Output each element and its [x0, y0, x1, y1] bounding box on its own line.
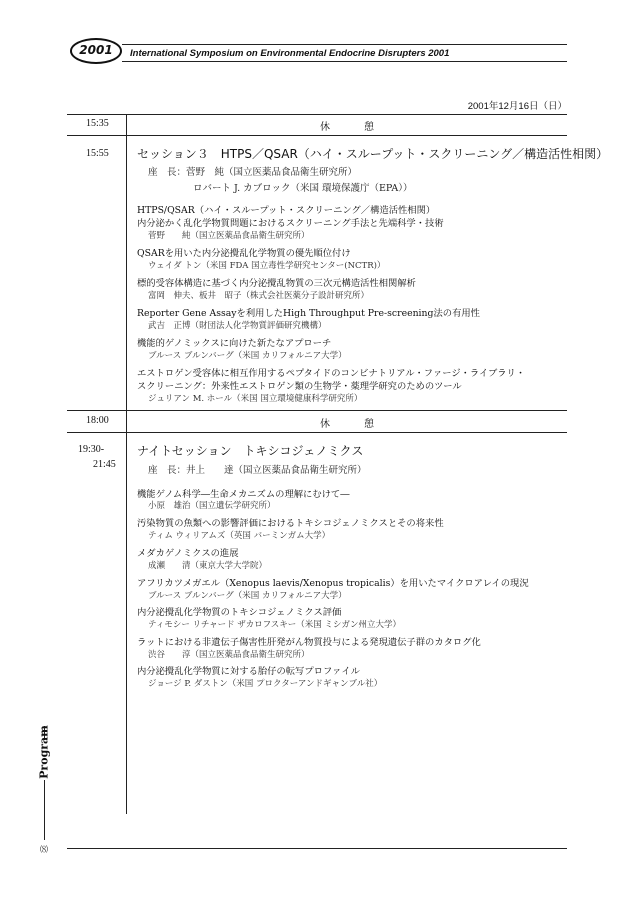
talk-author: 富岡 伸夫、板井 昭子（株式会社医薬分子設計研究所） [148, 291, 370, 301]
talk-author: ウェイダ トン（米国 FDA 国立毒性学研究センター(NCTR)） [148, 261, 386, 271]
night-time-end: 21:45 [93, 459, 116, 470]
talk-title: 内分泌攪乱化学物質のトキシコジェノミクス評価 [137, 607, 342, 618]
break1-label: 休 憩 [320, 122, 386, 133]
talk-title: メダカゲノミクスの進展 [137, 548, 239, 559]
symposium-logo [70, 38, 122, 64]
talk-title: Reporter Gene Assayを利用したHigh Throughput Pre-screening法の有用性 [137, 308, 480, 319]
talk-title: HTPS/QSAR（ハイ・スループット・スクリーニング／構造活性相関） [137, 205, 436, 216]
talk-author: 渋谷 淳（国立医薬品食品衛生研究所） [148, 650, 310, 660]
talk-author: 成瀬 清（東京大学大学院） [148, 561, 268, 571]
session3-cochair: ロバート J. カブロック（米国 環境保護庁（EPA）） [193, 183, 413, 194]
footer-rule [67, 848, 567, 849]
talk-author: 菅野 純（国立医薬品食品衛生研究所） [148, 231, 310, 241]
header-title: International Symposium on Environmental Endocrine Disrupters 2001 [130, 48, 450, 59]
table-rule-break2-bottom [67, 432, 567, 433]
logo-year: 2001 [79, 43, 113, 57]
talk-title: エストロゲン受容体に相互作用するペプタイドのコンビナトリアル・ファージ・ライブラリ・ [137, 368, 526, 379]
break1-time: 15:35 [86, 118, 109, 129]
night-time-start: 19:30- [78, 444, 105, 455]
talk-title-continued: スクリーニング：外来性エストロゲン類の生物学・薬理学研究のためのツール [137, 381, 462, 392]
table-rule-top [67, 114, 567, 115]
talk-author: 小原 雄治（国立遺伝学研究所） [148, 501, 276, 511]
session3-title: セッション３ HTPS／QSAR（ハイ・スループット・スクリーニング／構造活性相関） [137, 147, 609, 161]
talk-author: ブルース ブルンバーグ（米国 カリフォルニア大学） [148, 591, 347, 601]
talk-author: ティム ウィリアムズ（英国 バーミンガム大学） [148, 531, 331, 541]
talk-title: 標的受容体構造に基づく内分泌攪乱物質の三次元構造活性相関解析 [137, 278, 416, 289]
talk-title: 機能ゲノム科学―生命メカニズムの理解にむけて― [137, 489, 350, 500]
talk-title: アフリカツメガエル（Xenopus laevis/Xenopus tropicalis）を用いたマイクロアレイの現況 [137, 578, 529, 589]
break2-label: 休 憩 [320, 419, 386, 430]
table-rule-break2-top [67, 410, 567, 411]
session3-time: 15:55 [86, 148, 109, 159]
talk-author: 武吉 正博（財団法人化学物質評価研究機構） [148, 321, 327, 331]
header-rule-bottom [122, 61, 567, 62]
session3-chair: 座 長：菅野 純（国立医薬品食品衛生研究所） [148, 167, 358, 178]
talk-author: ジュリアン M. ホール（米国 国立環境健康科学研究所） [148, 394, 363, 404]
talk-author: ジョージ P. ダストン（米国 プロクターアンドギャンブル社） [148, 679, 383, 689]
night-session-title: ナイトセッション トキシコジェノミクス [137, 444, 364, 458]
talk-author: ティモシー リチャード ザカロフスキー（米国 ミシガン州立大学） [148, 620, 401, 630]
header-rule-top [122, 44, 567, 45]
talk-title: 内分泌かく乱化学物質問題におけるスクリーニング手法と先端科学・技術 [137, 218, 444, 229]
page-number: ⑻ [40, 845, 48, 854]
break2-time: 18:00 [86, 415, 109, 426]
program-date: 2001年12月16日（日） [467, 101, 567, 112]
night-session-chair: 座 長：井上 達（国立医薬品食品衛生研究所） [148, 465, 367, 476]
talk-title: 機能的ゲノミックスに向けた新たなアプローチ [137, 338, 332, 349]
talk-author: ブルース ブルンバーグ（米国 カリフォルニア大学） [148, 351, 347, 361]
talk-title: ラットにおける非遺伝子傷害性肝発がん物質投与による発現遺伝子群のカタログ化 [137, 637, 481, 648]
program-side-label: Program [37, 725, 51, 779]
side-rule-bottom [44, 780, 45, 840]
talk-title: QSARを用いた内分泌攪乱化学物質の優先順位付け [137, 248, 351, 259]
table-rule-break1 [67, 135, 567, 136]
talk-title: 内分泌攪乱化学物質に対する胎仔の転写プロファイル [137, 666, 360, 677]
time-column-divider [126, 114, 127, 814]
talk-title: 汚染物質の魚類への影響評価におけるトキシコジェノミクスとその将来性 [137, 518, 444, 529]
